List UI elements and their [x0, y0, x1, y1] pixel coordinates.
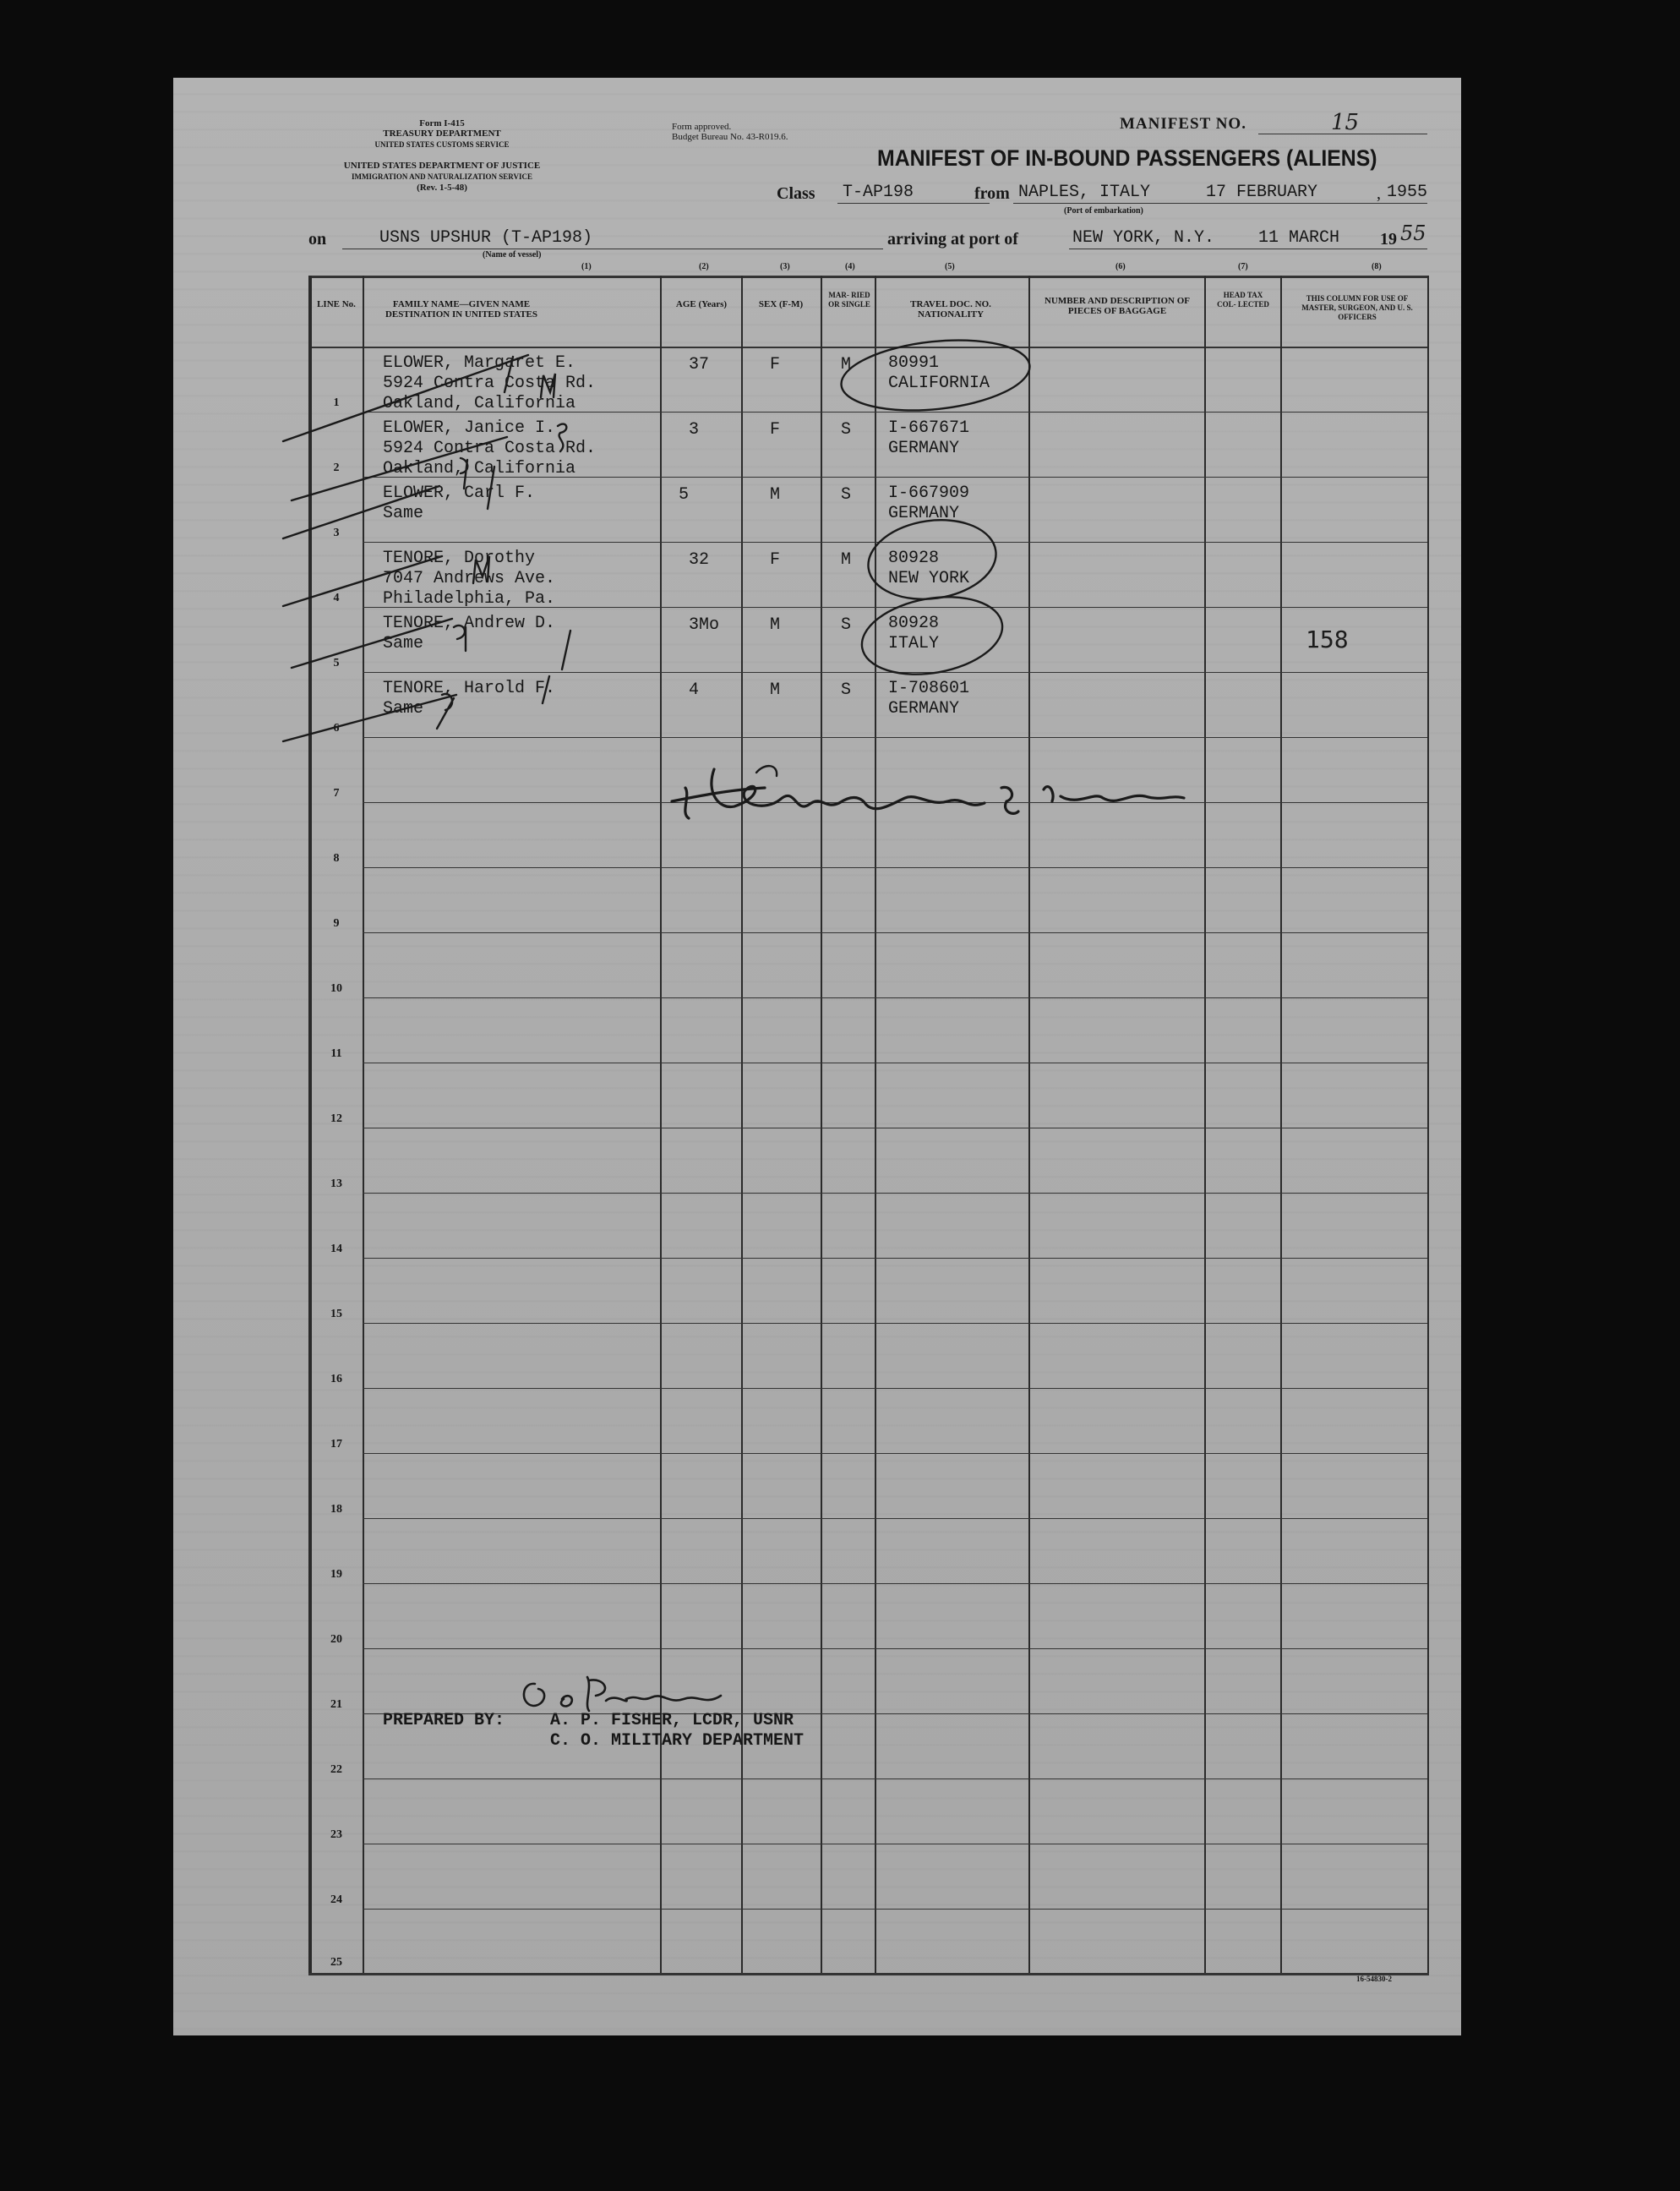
passenger-age: 3Mo: [689, 615, 720, 635]
preparer-name: A. P. FISHER, LCDR, USNR: [550, 1711, 794, 1730]
passenger-marital: S: [841, 485, 852, 505]
passenger-age: 3: [689, 420, 700, 440]
check-slash: [283, 486, 439, 538]
check-slash: [292, 437, 507, 500]
hand-mark: [473, 556, 489, 583]
footer-code: 16-54830-2: [1356, 1975, 1392, 1983]
passenger-name: TENORE, Dorothy: [383, 549, 536, 568]
line-number: 20: [330, 1633, 342, 1646]
line-number: 19: [330, 1568, 342, 1581]
ins-service: IMMIGRATION AND NATURALIZATION SERVICE: [352, 172, 532, 181]
handwritten-annotations: [173, 78, 1461, 2035]
column-header: LINE No.: [317, 299, 356, 309]
column-header: MAR- RIED OR SINGLE: [828, 291, 870, 309]
passenger-destination: 5924 Contra Costa Rd.: [383, 439, 597, 458]
column-header: TRAVEL DOC. NO. NATIONALITY: [910, 299, 991, 320]
port-caption: (Port of embarkation): [1064, 206, 1143, 216]
form-approved: Form approved.: [672, 122, 732, 132]
officer-note: 158: [1306, 626, 1349, 653]
signature: [524, 1677, 721, 1711]
revision: (Rev. 1-5-48): [417, 183, 467, 193]
manifest-number: 15: [1331, 110, 1360, 135]
line-number: 24: [330, 1893, 342, 1906]
column-number: (2): [699, 262, 709, 271]
line-number: 16: [330, 1373, 342, 1385]
travel-doc: I-708601: [888, 679, 970, 698]
line-number: 12: [330, 1112, 342, 1125]
line-number: 9: [333, 917, 340, 930]
column-number: (3): [780, 262, 790, 271]
line-number: 6: [333, 722, 340, 735]
column-header: SEX (F-M): [758, 299, 804, 309]
passenger-name: ELOWER, Margaret E.: [383, 353, 576, 373]
nationality: GERMANY: [888, 699, 960, 718]
nationality: GERMANY: [888, 504, 960, 523]
column-header: AGE (Years): [675, 299, 728, 309]
passenger-destination: Same: [383, 699, 424, 718]
pencil-stroke: [562, 631, 570, 669]
nationality: CALIFORNIA: [888, 374, 990, 393]
column-header: FAMILY NAME—GIVEN NAME DESTINATION IN UNITED STATES: [385, 299, 538, 320]
signature: [672, 769, 1184, 818]
hand-mark: [541, 374, 555, 397]
column-number: (4): [845, 262, 855, 271]
arrival-year-prefix: 19: [1380, 230, 1397, 249]
passenger-destination: Same: [383, 504, 424, 523]
passenger-name: TENORE, Andrew D.: [383, 614, 556, 633]
column-number: (7): [1238, 262, 1248, 271]
date-comma: ,: [1377, 184, 1381, 203]
hand-mark: [454, 626, 466, 651]
passenger-age: 37: [689, 355, 710, 374]
passenger-sex: M: [770, 680, 781, 700]
travel-doc: 80928: [888, 614, 940, 633]
arrival-year-suffix: 55: [1400, 221, 1426, 245]
arriving-label: arriving at port of: [887, 230, 1018, 249]
line-number: 8: [333, 852, 340, 865]
passenger-sex: M: [770, 615, 781, 635]
line-number: 10: [330, 982, 342, 995]
travel-doc: 80991: [888, 353, 940, 373]
nationality: ITALY: [888, 634, 940, 653]
passenger-marital: S: [841, 420, 852, 440]
passenger-destination: Same: [383, 634, 424, 653]
budget-bureau: Budget Bureau No. 43-R019.6.: [672, 132, 788, 142]
passenger-name: TENORE, Harold F.: [383, 679, 556, 698]
passenger-sex: F: [770, 420, 781, 440]
prepared-by-label: PREPARED BY:: [383, 1711, 505, 1730]
passenger-sex: M: [770, 485, 781, 505]
line-number: 21: [330, 1698, 342, 1711]
travel-doc: I-667671: [888, 418, 970, 438]
class-label: Class: [777, 184, 815, 203]
form-title: MANIFEST OF IN-BOUND PASSENGERS (ALIENS): [877, 145, 1377, 171]
passenger-destination: 5924 Contra Costa Rd.: [383, 374, 597, 393]
preparer-title: C. O. MILITARY DEPARTMENT: [550, 1731, 805, 1751]
embark-year: 1955: [1387, 183, 1428, 202]
line-number: 22: [330, 1763, 342, 1776]
circle-mark: [856, 587, 1009, 685]
vessel-caption: (Name of vessel): [483, 250, 542, 260]
pencil-stroke: [543, 676, 549, 703]
passenger-sex: F: [770, 355, 781, 374]
arrival-date: 11 MARCH: [1258, 228, 1340, 248]
line-number: 2: [333, 462, 340, 474]
manifest-label: MANIFEST NO.: [1120, 115, 1246, 133]
embark-date: 17 FEBRUARY: [1206, 183, 1318, 202]
nationality: GERMANY: [888, 439, 960, 458]
line-number: 7: [333, 787, 340, 800]
passenger-marital: S: [841, 615, 852, 635]
pencil-stroke: [488, 467, 494, 509]
nationality: NEW YORK: [888, 569, 970, 588]
passenger-marital: M: [841, 550, 852, 570]
vessel-name: USNS UPSHUR (T-AP198): [379, 228, 593, 248]
column-number: (5): [945, 262, 955, 271]
line-number: 3: [333, 527, 340, 539]
manifest-form: [173, 78, 1461, 2035]
circle-mark: [837, 332, 1033, 419]
line-number: 25: [330, 1956, 342, 1969]
circle-mark: [863, 512, 1001, 607]
column-header: HEAD TAX COL- LECTED: [1217, 291, 1269, 309]
customs-service: UNITED STATES CUSTOMS SERVICE: [374, 140, 510, 149]
from-value: NAPLES, ITALY: [1018, 183, 1151, 202]
passenger-age: 4: [689, 680, 700, 700]
passenger-marital: M: [841, 355, 852, 374]
line-number: 5: [333, 657, 340, 669]
passenger-destination: 7047 Andrews Ave.: [383, 569, 556, 588]
line-number: 14: [330, 1243, 342, 1255]
line-number: 1: [333, 396, 340, 409]
check-slash: [292, 619, 452, 668]
line-number: 15: [330, 1308, 342, 1320]
justice-dept: UNITED STATES DEPARTMENT OF JUSTICE: [343, 161, 541, 171]
passenger-destination: Philadelphia, Pa.: [383, 589, 556, 609]
line-number: 4: [333, 592, 340, 604]
class-value: T-AP198: [843, 183, 914, 202]
check-slash: [283, 695, 456, 741]
passenger-destination: Oakland, California: [383, 394, 576, 413]
travel-doc: I-667909: [888, 484, 970, 503]
line-number: 17: [330, 1438, 342, 1451]
hand-mark: [558, 424, 566, 451]
travel-doc: 80928: [888, 549, 940, 568]
passenger-destination: Oakland, California: [383, 459, 576, 478]
passenger-name: ELOWER, Carl F.: [383, 484, 536, 503]
arrival-port: NEW YORK, N.Y.: [1072, 228, 1215, 248]
line-number: 23: [330, 1828, 342, 1841]
column-number: (1): [581, 262, 592, 271]
column-number: (6): [1115, 262, 1126, 271]
column-header: THIS COLUMN FOR USE OF MASTER, SURGEON, AND U. S. OFFICERS: [1301, 294, 1413, 321]
hand-mark: [461, 458, 467, 489]
line-number: 11: [330, 1047, 342, 1060]
passenger-age: 32: [689, 550, 710, 570]
passenger-marital: S: [841, 680, 852, 700]
line-number: 13: [330, 1177, 342, 1190]
on-label: on: [308, 230, 327, 249]
check-slash: [283, 355, 528, 441]
from-label: from: [974, 184, 1010, 203]
treasury-dept: TREASURY DEPARTMENT: [383, 128, 501, 139]
passenger-sex: F: [770, 550, 781, 570]
column-number: (8): [1372, 262, 1382, 271]
line-number: 18: [330, 1503, 342, 1516]
signature: [756, 766, 777, 776]
passenger-age: 5: [679, 485, 690, 505]
column-header: NUMBER AND DESCRIPTION OF PIECES OF BAGGAGE: [1044, 296, 1191, 316]
form-number: Form I-415: [419, 118, 465, 128]
check-slash: [283, 556, 442, 606]
passenger-name: ELOWER, Janice I.: [383, 418, 556, 438]
